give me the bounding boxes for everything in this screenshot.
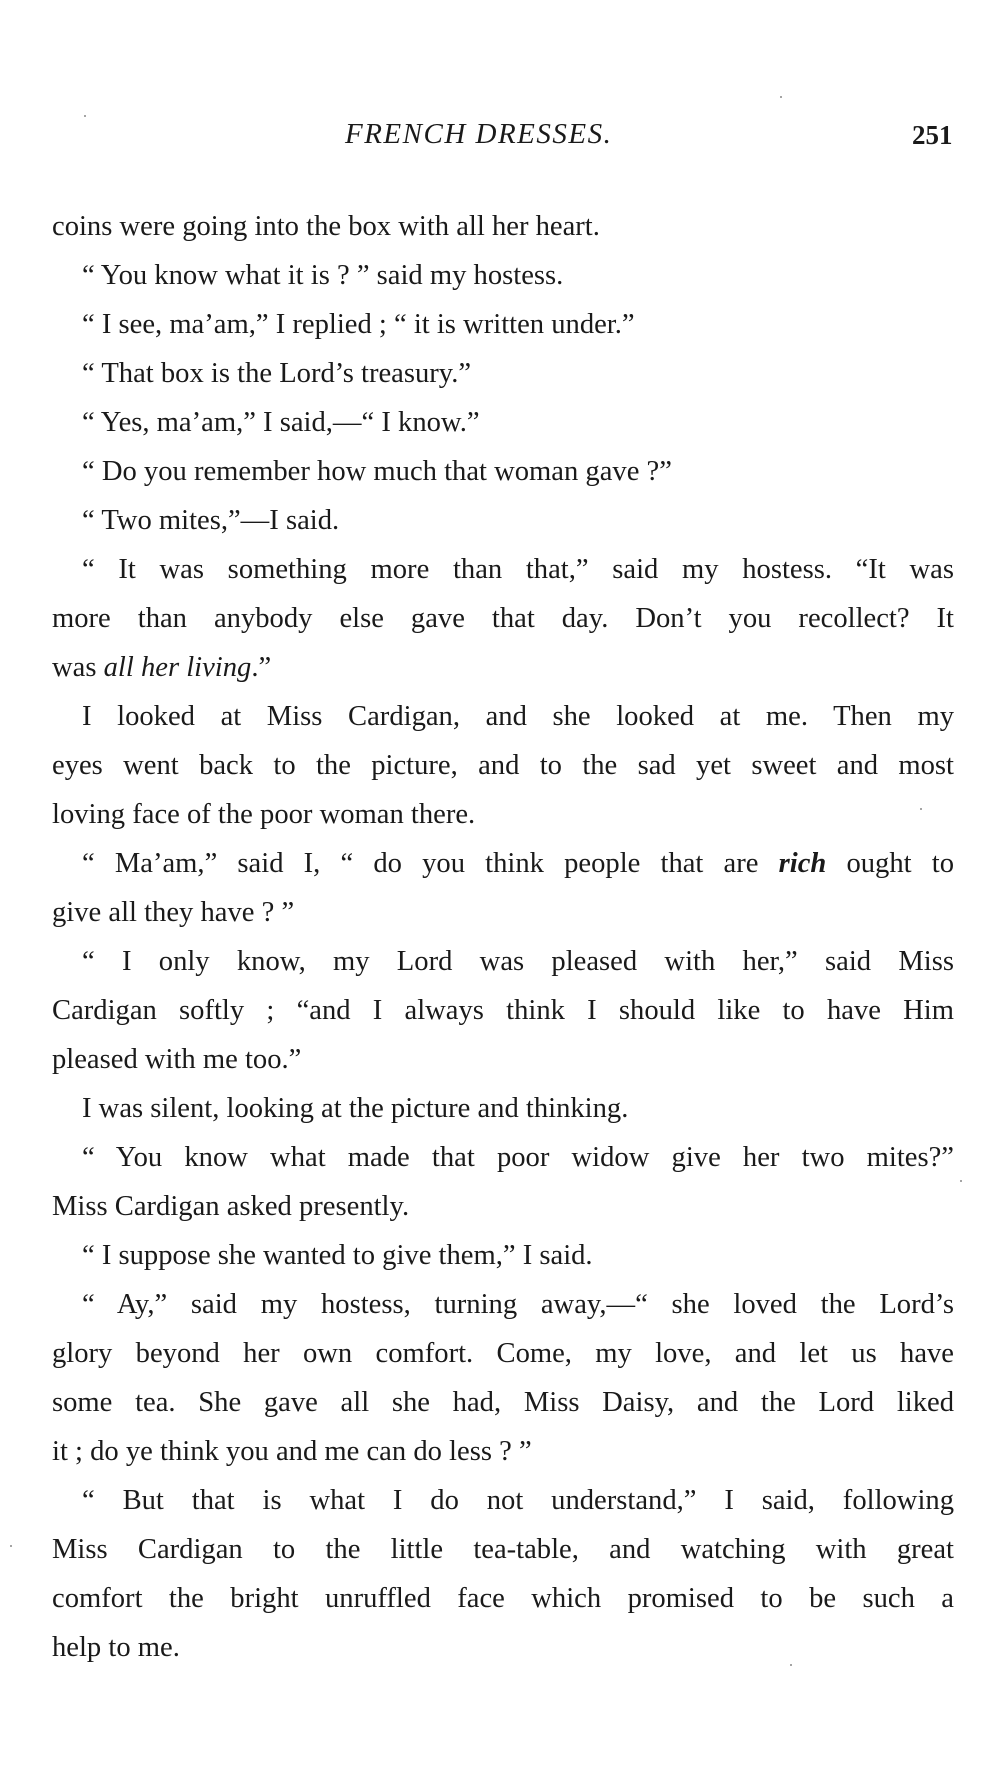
text-run: ought to	[826, 848, 955, 879]
text-line: “ I only know, my Lord was pleased with her,” said Miss	[82, 946, 954, 977]
text-line: “ Two mites,”—I said.	[82, 505, 340, 536]
paragraph	[52, 937, 954, 1084]
text-line: it ; do ye think you and me can do less ? ”	[52, 1436, 532, 1467]
text-line: coins were going into the box with all her heart.	[52, 211, 600, 242]
text-line: eyes went back to the picture, and to the sad yet sweet and most	[52, 750, 954, 781]
paragraph	[52, 398, 954, 447]
text-line: loving face of the poor woman there.	[52, 799, 476, 830]
text-line: some tea. She gave all she had, Miss Daisy, and the Lord liked	[52, 1387, 954, 1418]
paragraph	[52, 447, 954, 496]
paragraph	[52, 349, 954, 398]
text-line: more than anybody else gave that day. Don’t you recollect? It	[52, 603, 954, 634]
text-line	[52, 643, 954, 692]
text-line: I looked at Miss Cardigan, and she looked at me. Then my	[82, 701, 954, 732]
body-text	[52, 202, 954, 1672]
text-line	[52, 839, 954, 888]
paragraph	[52, 1280, 954, 1476]
text-line: help to me.	[52, 1632, 180, 1663]
paragraph	[52, 1476, 954, 1672]
paragraph	[52, 202, 954, 251]
page-number: 251	[912, 120, 953, 150]
text-line: Miss Cardigan asked presently.	[52, 1191, 410, 1222]
text-line: comfort the bright unruffled face which promised to be such a	[52, 1583, 954, 1614]
italic-text: all her living	[103, 652, 252, 683]
text-line: give all they have ? ”	[52, 897, 295, 928]
text-line: Cardigan softly ; “and I always think I should like to have Him	[52, 995, 954, 1026]
paragraph	[52, 839, 954, 937]
paragraph	[52, 300, 954, 349]
text-run: .”	[251, 652, 272, 683]
text-line: “ I see, ma’am,” I replied ; “ it is written under.”	[82, 309, 635, 340]
paragraph	[52, 545, 954, 692]
text-run: was	[52, 652, 104, 683]
paragraph	[52, 1133, 954, 1231]
print-speck	[10, 1545, 12, 1547]
paragraph	[52, 496, 954, 545]
text-line: I was silent, looking at the picture and thinking.	[82, 1093, 629, 1124]
paragraph	[52, 251, 954, 300]
italic-bold-text: rich	[778, 848, 827, 879]
text-line: “ But that is what I do not understand,” I said, following	[82, 1485, 954, 1516]
text-run: “ Ma’am,” said I, “ do you think people that are	[82, 848, 779, 879]
paragraph	[52, 1084, 954, 1133]
text-line: glory beyond her own comfort. Come, my love, and let us have	[52, 1338, 954, 1369]
paragraph	[52, 1231, 954, 1280]
running-title: FRENCH DRESSES.	[345, 118, 613, 150]
text-line: “ Ay,” said my hostess, turning away,—“ she loved the Lord’s	[82, 1289, 954, 1320]
print-speck	[780, 96, 782, 98]
paragraph	[52, 692, 954, 839]
text-line: “ You know what made that poor widow give her two mites?”	[82, 1142, 954, 1173]
text-line: “ You know what it is ? ” said my hostess.	[82, 260, 564, 291]
print-speck	[960, 1180, 962, 1182]
text-line: “ That box is the Lord’s treasury.”	[82, 358, 472, 389]
print-speck	[84, 115, 86, 117]
text-line: pleased with me too.”	[52, 1044, 302, 1075]
text-line: “ Do you remember how much that woman gave ?”	[82, 456, 672, 487]
text-line: “ Yes, ma’am,” I said,—“ I know.”	[82, 407, 480, 438]
text-line: Miss Cardigan to the little tea-table, and watching with great	[52, 1534, 954, 1565]
text-line: “ It was something more than that,” said my hostess. “It was	[82, 554, 954, 585]
running-header	[0, 118, 1000, 158]
text-line: “ I suppose she wanted to give them,” I said.	[82, 1240, 593, 1271]
